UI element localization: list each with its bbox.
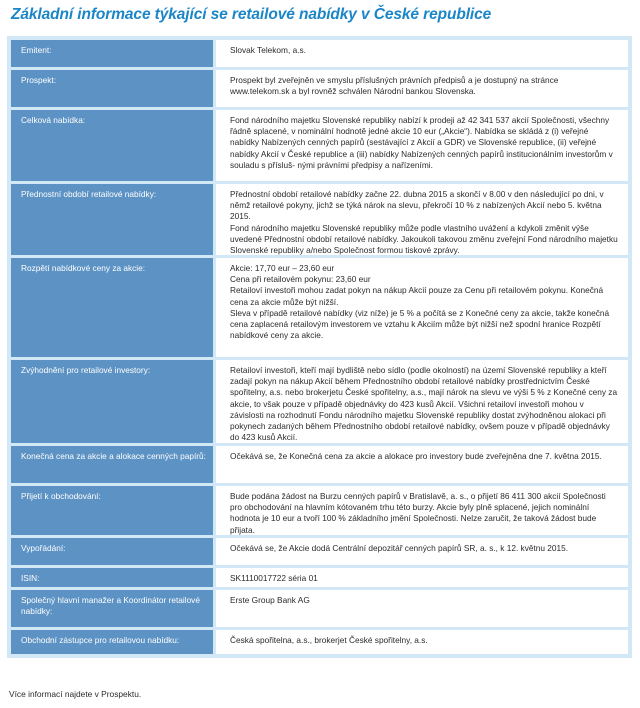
- table-row-vyporadani: [11, 538, 628, 565]
- row-value: Česká spořitelna, a.s., brokerjet České spořitelny, a.s.: [216, 630, 628, 654]
- page-title: Základní informace týkající se retailové nabídky v České republice: [11, 6, 492, 23]
- row-label: Emitent:: [11, 40, 213, 67]
- row-value: [216, 184, 628, 255]
- row-value-line: Retailoví investoři mohou zadat pokyn na nákup Akcií pouze za Cenu při retailovém pokynu. Konečná cena za akcie může být nižší.: [230, 285, 604, 307]
- table-row-celkova-nabidka: [11, 110, 628, 181]
- row-value-line: Fond národního majetku Slovenské republiky může podle vlastního uvážení a kdykoli změnit výše uvedené Přednostní období retailové nabídky. Jakoukoli takovou změnu zveřejní Fond národního majetku Slovenské republiky a/nebo Společnost formou tiskové zprávy.: [230, 222, 618, 256]
- row-label: Společný hlavní manažer a Koordinátor retailové nabídky:: [11, 590, 213, 627]
- info-table: [7, 36, 632, 658]
- table-row-prijeti-k-obchodovani: [11, 486, 628, 535]
- row-value: Očekává se, že Konečná cena za akcie a alokace pro investory bude zveřejněna dne 7. května 2015.: [216, 446, 628, 483]
- table-row-zvyhodneni: [11, 360, 628, 443]
- row-value: Erste Group Bank AG: [216, 590, 628, 627]
- table-row-prednostni-obdobi: [11, 184, 628, 255]
- row-value-line: Cena při retailovém pokynu: 23,60 eur: [230, 274, 371, 285]
- row-value: Očekává se, že Akcie dodá Centrální depozitář cenných papírů SR, a. s., k 12. květnu 2015.: [216, 538, 628, 565]
- row-value: SK1110017722 séria 01: [216, 568, 628, 587]
- row-label: Obchodní zástupce pro retailovou nabídku:: [11, 630, 213, 654]
- row-value: Bude podána žádost na Burzu cenných papírů v Bratislavě, a. s., o přijetí 86 411 300 akcií Společnosti pro obchodování na hlavním kótovaném trhu této burzy. Akcie byly plně splacené, jejich nominální hodnota je 10 eur a tvoří 100 % základního jmění Společnosti. Nelze zaručit, že taková žádost bude přijata.: [216, 486, 628, 535]
- row-label: Přijetí k obchodování:: [11, 486, 213, 535]
- row-label: Rozpětí nabídkové ceny za akcie:: [11, 258, 213, 357]
- table-row-konecna-cena: [11, 446, 628, 483]
- row-value: Slovak Telekom, a.s.: [216, 40, 628, 67]
- row-value: Prospekt byl zveřejněn ve smyslu příslušných právních předpisů a je dostupný na stránce www.telekom.sk a byl rovněž schválen Národní bankou Slovenska.: [216, 70, 628, 107]
- row-value-line: Přednostní období retailové nabídky začne 22. dubna 2015 a skončí v 8.00 v den následující po dni, v němž retailové pokyny, jichž se týká nárok na slevu, překročí 10 % z nabízených Akcií nebo 5. května 2015.: [230, 189, 604, 222]
- table-row-obchodni-zastupce: [11, 630, 628, 654]
- table-row-isin: [11, 568, 628, 587]
- row-label: Přednostní období retailové nabídky:: [11, 184, 213, 255]
- row-value: Fond národního majetku Slovenské republiky nabízí k prodeji až 42 341 537 akcií Společnosti, všechny řádně splacené, v nominální hodnotě jedné akcie 10 eur („Akcie“). Nabídka se skládá z (i) veřejné nabídky Nabízených cenných papírů (sestávající z Akcií a GDR) ve Slovenské republice, (ii) veřejné nabídky Akcií v České republice a (iii) nabídky Nabízených cenných papírů institucionálním investorům v souladu s přísluš- nými právními předpisy a nařízeními.: [216, 110, 628, 181]
- row-label: Vypořádání:: [11, 538, 213, 565]
- table-row-rozpeti-ceny: [11, 258, 628, 357]
- footer-note: Více informací najdete v Prospektu.: [9, 689, 142, 699]
- row-value: [216, 258, 628, 357]
- row-label: Konečná cena za akcie a alokace cenných papírů:: [11, 446, 213, 483]
- row-label: ISIN:: [11, 568, 213, 587]
- table-row-emitent: [11, 40, 628, 67]
- row-value: Retailoví investoři, kteří mají bydliště nebo sídlo (podle okolností) na území Slovenské republiky a kteří zadají pokyn na nákup Akcií během Přednostního období retailové nabídky prostřednictvím České spořitelny, a.s. nebo brokerjetu České spořitelny, a.s., mají nárok na slevu ve výši 5 % z Konečné ceny za akcie, to však pouze v případě objednávky do 423 kusů Akcií. Všichni retailoví investoři mohou v závislosti na rozhodnutí Fondu národního majetku Slovenské republiky dostat zvýhodněnou alokaci při pokynech zadaných během Přednostního období retailové nabídky, ovšem pouze v případě objednávky do 423 kusů Akcií.: [216, 360, 628, 443]
- table-row-hlavni-manazer: [11, 590, 628, 627]
- row-value-line: Akcie: 17,70 eur – 23,60 eur: [230, 263, 335, 273]
- row-label: Celková nabídka:: [11, 110, 213, 181]
- row-value-line: Sleva v případě retailové nabídky (viz níže) je 5 % a počítá se z Konečné ceny za akcie, takže konečná cena zaplacená retailovým investorem ve vztahu k Akciím může být nižší než spodní hranice Rozpětí nabídkové ceny za akcie.: [230, 307, 610, 341]
- table-row-prospekt: [11, 70, 628, 107]
- row-label: Prospekt:: [11, 70, 213, 107]
- row-label: Zvýhodnění pro retailové investory:: [11, 360, 213, 443]
